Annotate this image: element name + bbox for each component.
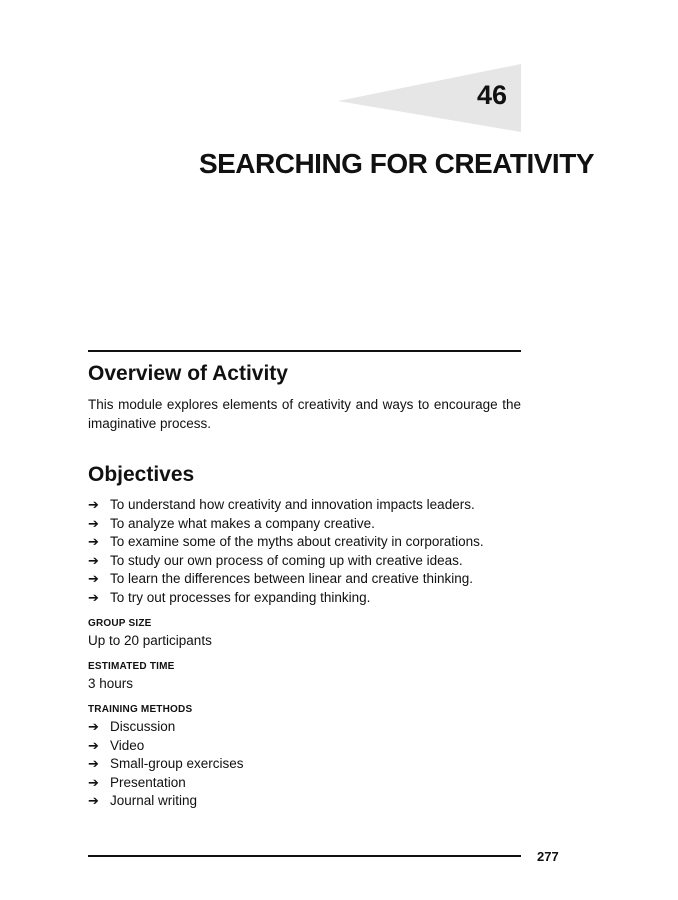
overview-heading: Overview of Activity <box>88 362 288 385</box>
content <box>88 360 521 811</box>
list-item: ➔ Discussion <box>88 718 521 737</box>
list-item: ➔ To analyze what makes a company creative. <box>88 515 521 534</box>
top-divider <box>88 350 521 352</box>
arrow-icon: ➔ <box>88 497 99 512</box>
list-item: ➔ To examine some of the myths about creativity in corporations. <box>88 533 521 552</box>
bottom-divider <box>88 855 521 857</box>
arrow-icon: ➔ <box>88 719 99 734</box>
arrow-icon: ➔ <box>88 756 99 771</box>
group-size-value: Up to 20 participants <box>88 633 212 648</box>
estimated-time-value: 3 hours <box>88 676 134 691</box>
arrow-icon: ➔ <box>88 793 99 808</box>
list-item: ➔ Video <box>88 737 521 756</box>
arrow-icon: ➔ <box>88 589 99 605</box>
list-item: ➔ To try out processes for expanding thinking. <box>88 589 521 608</box>
overview-text: This module explores elements of creativity and ways to encourage the imaginative process. <box>88 397 521 431</box>
list-item: ➔ To learn the differences between linear and creative thinking. <box>88 570 521 589</box>
training-methods-label: TRAINING METHODS <box>88 704 193 715</box>
page-number: 277 <box>537 849 559 864</box>
chapter-number: 46 <box>476 80 507 110</box>
objectives-heading: Objectives <box>88 463 195 486</box>
group-size-label: GROUP SIZE <box>88 618 152 629</box>
objectives-list <box>88 496 521 607</box>
list-item: ➔ Presentation <box>88 774 521 793</box>
training-methods-list <box>88 718 521 811</box>
list-item: ➔ To study our own process of coming up with creative ideas. <box>88 552 521 571</box>
estimated-time-label: ESTIMATED TIME <box>88 661 175 672</box>
arrow-icon: ➔ <box>88 552 99 568</box>
list-item: ➔ Journal writing <box>88 792 521 811</box>
chapter-title: SEARCHING FOR CREATIVITY <box>198 148 594 179</box>
list-item: ➔ Small-group exercises <box>88 755 521 774</box>
arrow-icon: ➔ <box>88 515 99 531</box>
arrow-icon: ➔ <box>88 534 99 549</box>
arrow-icon: ➔ <box>88 571 99 586</box>
arrow-icon: ➔ <box>88 737 99 753</box>
arrow-icon: ➔ <box>88 774 99 790</box>
chapter-tab <box>338 64 521 132</box>
list-item: ➔ To understand how creativity and innovation impacts leaders. <box>88 496 521 515</box>
